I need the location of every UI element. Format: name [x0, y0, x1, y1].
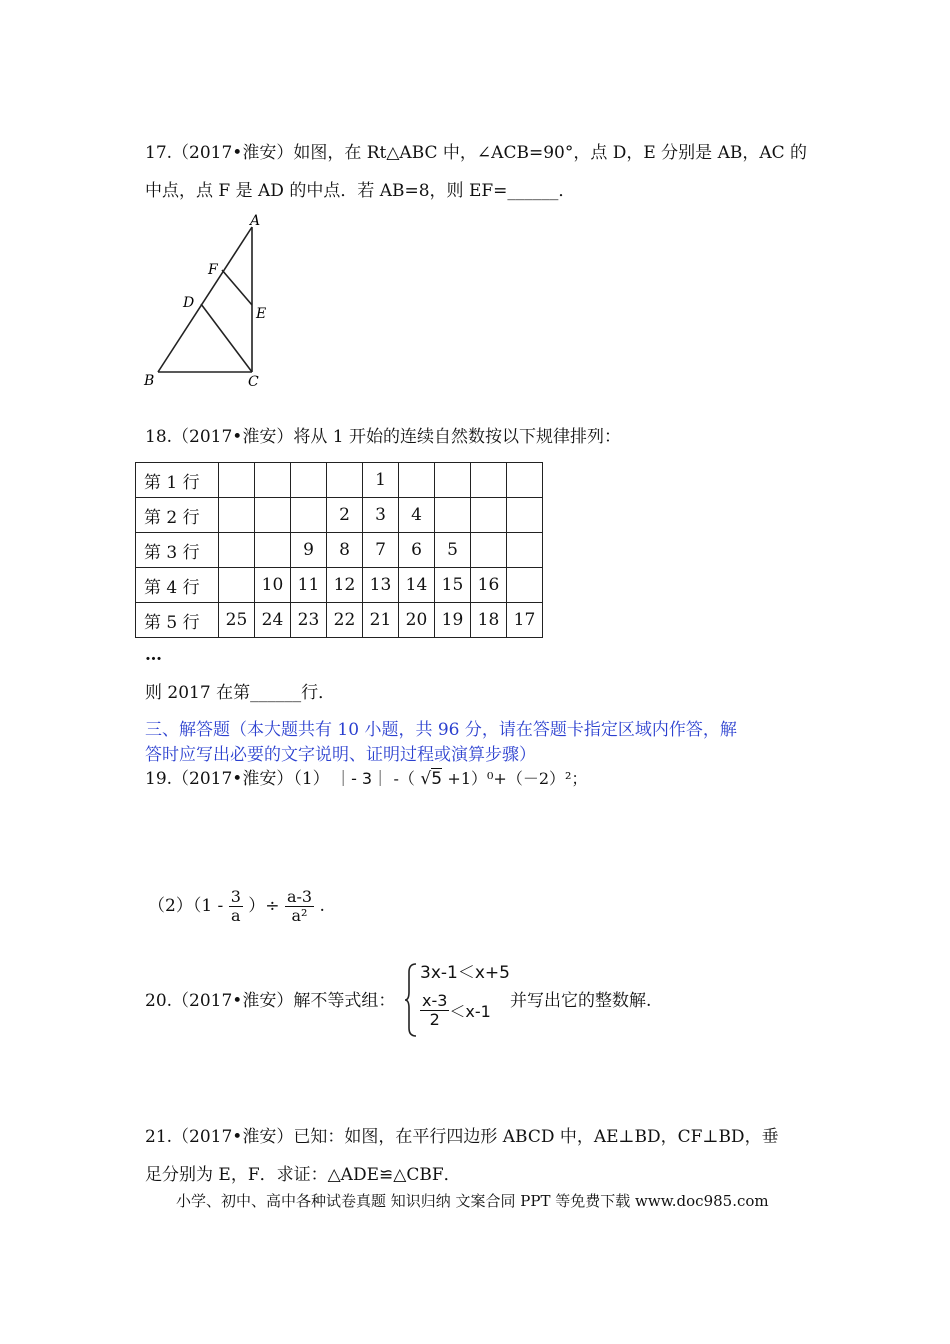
q19-sqrt-radicand: 5	[431, 769, 443, 789]
table-cell: 8	[327, 533, 363, 568]
q20-frac-num: x-3	[422, 991, 448, 1010]
row-label: 第 3 行	[136, 533, 219, 568]
label-F: F	[208, 262, 218, 278]
table-cell	[291, 463, 327, 498]
table-cell	[507, 568, 543, 603]
label-A: A	[250, 213, 261, 229]
q19-rest: +1）⁰+（－2）²；	[447, 769, 588, 788]
table-cell: 10	[255, 568, 291, 603]
table-row	[136, 603, 543, 638]
q21-line2: 足分别为 E，F．求证：△ADE≌△CBF．	[145, 1165, 461, 1185]
q18-intro: 18.（2017•淮安）将从 1 开始的连续自然数按以下规律排列：	[145, 427, 621, 447]
section3-line2: 答时应写出必要的文字说明、证明过程或演算步骤）	[145, 745, 536, 765]
q20-frac-den: 2	[429, 1010, 440, 1029]
table-cell	[291, 498, 327, 533]
q19-fraction-1	[229, 888, 243, 925]
table-cell: 22	[327, 603, 363, 638]
table-cell	[219, 568, 255, 603]
section3-line1: 三、解答题（本大题共有 10 小题，共 96 分，请在答题卡指定区域内作答，解	[145, 720, 737, 740]
table-cell	[471, 533, 507, 568]
table-cell	[507, 463, 543, 498]
q19-part1	[145, 768, 587, 790]
q19-part2	[148, 888, 325, 925]
q20-fraction	[420, 992, 449, 1029]
table-cell	[507, 498, 543, 533]
q19-abs: ｜- 3｜	[335, 769, 389, 788]
table-cell	[327, 463, 363, 498]
q21-line1: 21.（2017•淮安）已知：如图，在平行四边形 ABCD 中，AE⊥BD，CF⊥BD，垂	[145, 1127, 779, 1147]
segment-FE	[222, 270, 252, 305]
table-cell	[471, 463, 507, 498]
table-cell: 11	[291, 568, 327, 603]
table-cell: 6	[399, 533, 435, 568]
q19-frac2-num: a-3	[286, 887, 313, 906]
table-cell	[507, 533, 543, 568]
q18-ellipsis: …	[145, 645, 162, 665]
label-B: B	[144, 373, 155, 389]
q20-prefix: 20.（2017•淮安）解不等式组：	[145, 991, 396, 1011]
table-cell: 20	[399, 603, 435, 638]
triangle-diagram	[140, 210, 280, 390]
table-cell: 1	[363, 463, 399, 498]
table-cell	[471, 498, 507, 533]
segment-AB	[158, 227, 252, 372]
q19-part2-div: ）÷	[248, 896, 280, 916]
table-cell: 14	[399, 568, 435, 603]
label-D: D	[183, 295, 195, 311]
table-cell: 18	[471, 603, 507, 638]
q19-frac1-den: a	[231, 906, 241, 925]
table-cell	[255, 498, 291, 533]
q18-number-table	[135, 462, 543, 638]
table-cell	[435, 498, 471, 533]
q20-ineq2-rest: ＜x-1	[449, 1002, 491, 1021]
table-cell: 24	[255, 603, 291, 638]
table-cell: 5	[435, 533, 471, 568]
q19-part2-prefix: （2）（1 -	[148, 896, 224, 916]
sqrt-icon: √5	[420, 769, 443, 789]
q18-question: 则 2017 在第______行．	[145, 683, 336, 703]
table-cell	[219, 498, 255, 533]
row-label: 第 2 行	[136, 498, 219, 533]
table-cell: 2	[327, 498, 363, 533]
table-cell: 17	[507, 603, 543, 638]
label-C: C	[248, 374, 259, 390]
table-cell	[219, 463, 255, 498]
q20-inequality-1: 3x-1＜x+5	[420, 963, 510, 983]
page-footer: 小学、初中、高中各种试卷真题 知识归纳 文案合同 PPT 等免费下载 www.doc985.com	[176, 1192, 769, 1210]
table-cell: 13	[363, 568, 399, 603]
left-brace-icon	[404, 962, 418, 1038]
q19-frac1-num: 3	[230, 887, 241, 906]
table-cell	[399, 463, 435, 498]
row-label: 第 5 行	[136, 603, 219, 638]
table-cell	[255, 463, 291, 498]
table-cell	[435, 463, 471, 498]
q19-fraction-2	[285, 888, 314, 925]
table-cell: 9	[291, 533, 327, 568]
table-row	[136, 463, 543, 498]
q19-part2-end: .	[319, 896, 325, 916]
table-cell	[255, 533, 291, 568]
q19-frac2-den: a²	[291, 906, 308, 925]
q17-line1: 17.（2017•淮安）如图，在 Rt△ABC 中，∠ACB=90°，点 D，E 分别是 AB，AC 的	[145, 143, 808, 163]
row-label: 第 1 行	[136, 463, 219, 498]
segment-DC	[201, 304, 252, 372]
table-row	[136, 568, 543, 603]
q19-minus: -（	[393, 769, 415, 788]
q17-triangle-figure	[140, 210, 280, 390]
table-cell	[219, 533, 255, 568]
table-row	[136, 533, 543, 568]
q20-inequality-2	[420, 992, 491, 1029]
row-label: 第 4 行	[136, 568, 219, 603]
table-cell: 3	[363, 498, 399, 533]
table-cell: 4	[399, 498, 435, 533]
table-cell: 19	[435, 603, 471, 638]
q17-line2: 中点，点 F 是 AD 的中点．若 AB=8，则 EF=______．	[145, 181, 576, 201]
table-cell: 25	[219, 603, 255, 638]
table-cell: 16	[471, 568, 507, 603]
table-row	[136, 498, 543, 533]
label-E: E	[256, 306, 267, 322]
table-cell: 7	[363, 533, 399, 568]
q20-suffix: 并写出它的整数解.	[510, 991, 652, 1011]
q19-prefix: 19.（2017•淮安）（1）	[145, 769, 330, 789]
table-cell: 21	[363, 603, 399, 638]
table-cell: 15	[435, 568, 471, 603]
table-cell: 12	[327, 568, 363, 603]
table-cell: 23	[291, 603, 327, 638]
